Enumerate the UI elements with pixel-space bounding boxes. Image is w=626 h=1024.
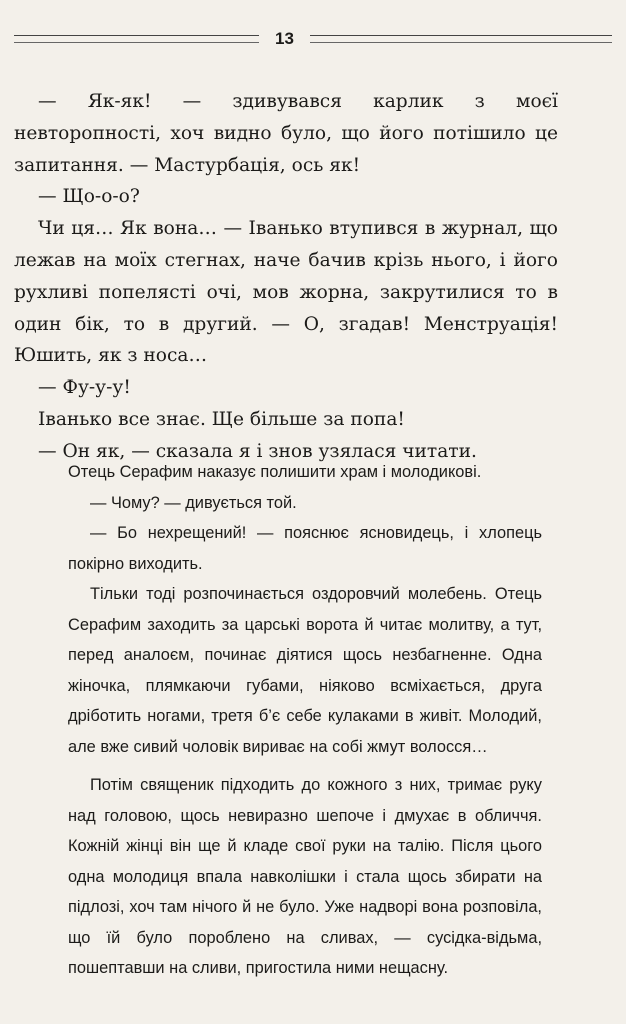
paragraph: Іванько все знає. Ще більше за попа! — [38, 408, 405, 430]
header-rule-left — [14, 35, 259, 43]
paragraph: — Що-о-о? — [38, 186, 140, 208]
paragraph: Тільки тоді розпочинається оздоровчий молебень. Отець Серафим заходить за царські ворота й читає молитву, а тут, перед аналоєм, починає діятися щось незбагненне. Одна жіночка, плямкаючи губами, ніяково всміхається, друга дріботить ногами, третя б’є себе кулаками в живіт. Молодий, але вже сивий чоловік вириває на собі жмут волосся… — [68, 585, 542, 756]
paragraph: — Фу-у-у! — [38, 377, 131, 399]
page-number: 13 — [275, 29, 294, 48]
paragraph: Потім священик підходить до кожного з них, тримає руку над головою, щось невиразно шепоче і дмухає в обличчя. Кожній жінці він ще й кладе свої руки на талію. Після цього одна молодиця впала навколішки і стала щось збирати на підлозі, хоч там нічого й не було. Уже надворі вона розповіла, що їй було пороблено на сливах, — сусідка-відьма, пошептавши на сливи, пригостила ними нещасну. — [68, 776, 542, 977]
article-text — [68, 457, 542, 984]
dialogue-text — [14, 86, 558, 468]
header-rule-right — [310, 35, 612, 43]
paragraph: — Он як, — сказала я і знов узялася читати. — [38, 440, 477, 462]
paragraph: — Чому? — дивується той. — [90, 493, 297, 512]
page-header — [14, 28, 612, 50]
paragraph: — Бо нехрещений! — пояснює ясновидець, і хлопець покірно виходить. — [68, 524, 542, 573]
paragraph: Чи ця… Як вона… — Іванько втупився в журнал, що лежав на моїх стегнах, наче бачив крізь нього, і його рухливі попелясті очі, мов жорна, закрутилися то в один бік, то в другий. — О, згадав! Менструація! Юшить, як з носа… — [14, 218, 558, 367]
paragraph: — Як-як! — здивувався карлик з моєї невторопності, хоч видно було, що його потішило це запитання. — Мастурбація, ось як! — [14, 91, 558, 176]
paragraph: Отець Серафим наказує полишити храм і молодикові. — [68, 463, 482, 481]
